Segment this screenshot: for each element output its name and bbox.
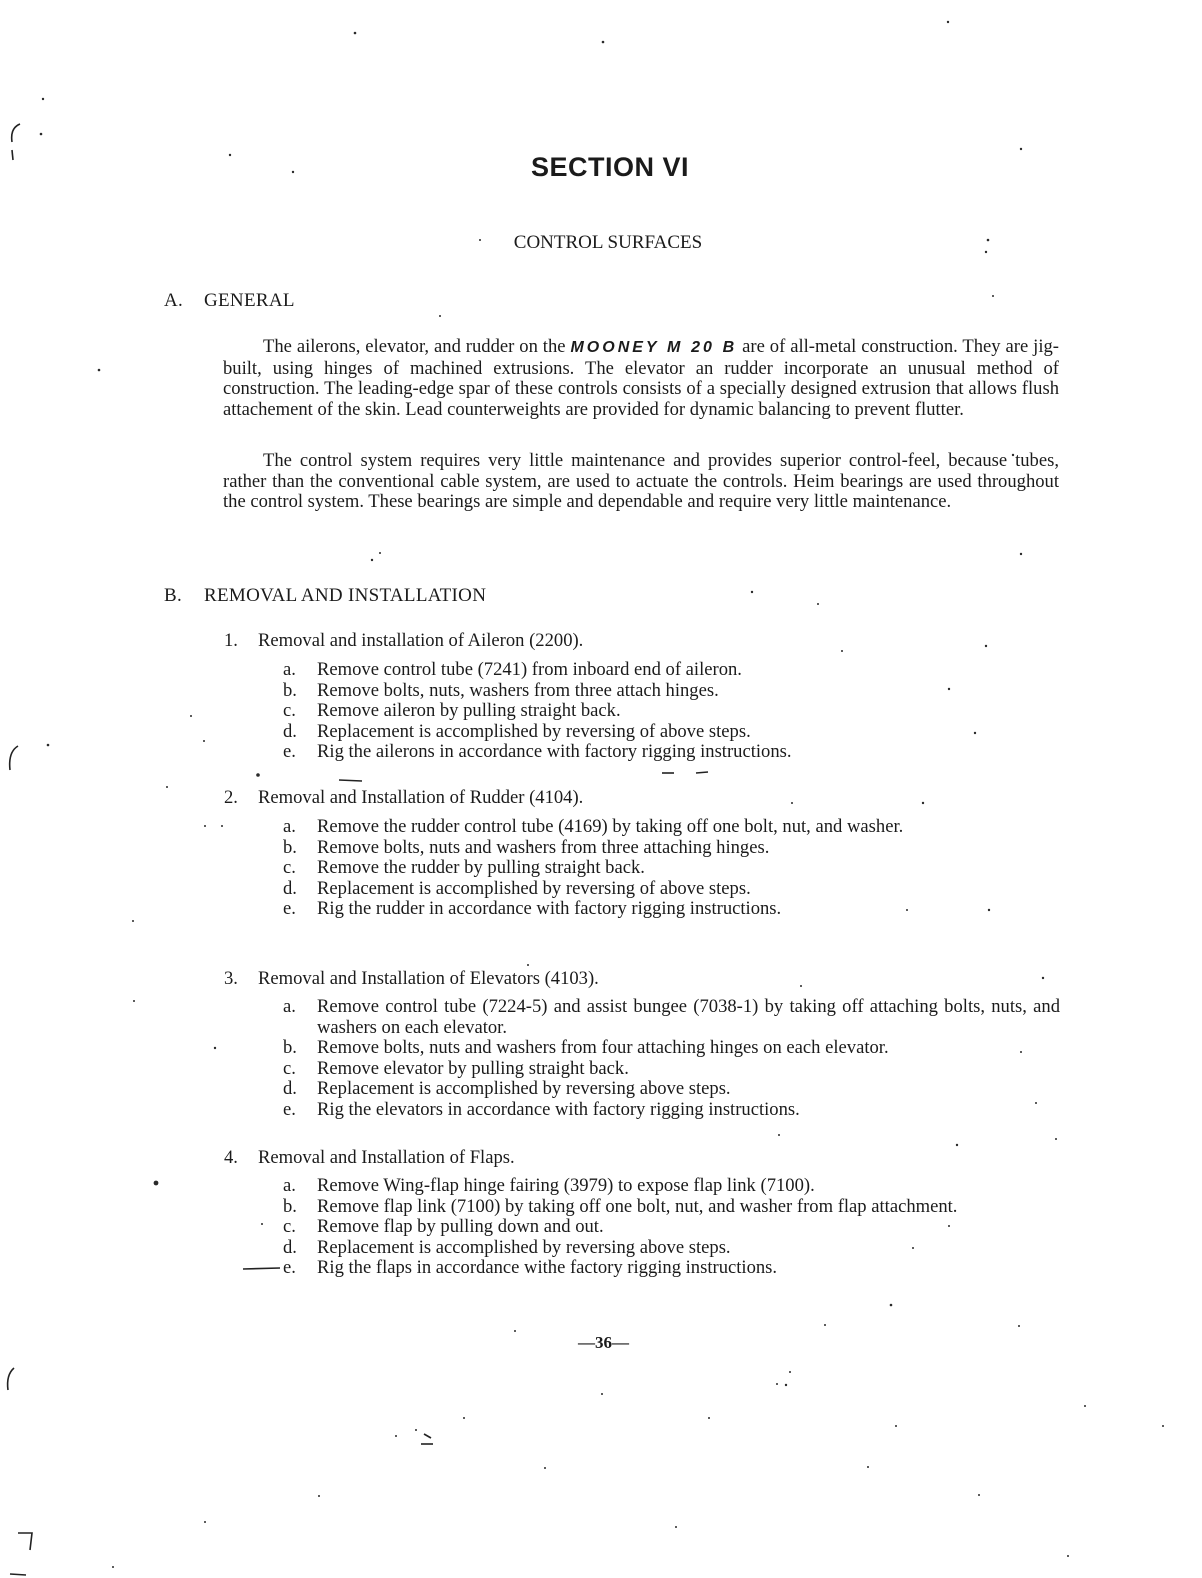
procedure-title-text: Removal and Installation of Rudder (4104).	[258, 787, 584, 808]
step-item	[283, 701, 1060, 722]
step-text: Replacement is accomplished by reversing of above steps.	[317, 877, 751, 899]
procedure-title-text: Removal and installation of Aileron (2200).	[258, 630, 584, 651]
heading-removal	[164, 585, 486, 607]
step-label: a.	[283, 816, 296, 837]
procedure-title-flaps	[224, 1147, 515, 1169]
step-label: a.	[283, 996, 296, 1017]
step-item	[283, 1238, 1060, 1259]
step-item	[283, 1079, 1060, 1100]
step-text: Replacement is accomplished by reversing above steps.	[317, 1236, 731, 1258]
step-item	[283, 838, 1060, 859]
step-label: a.	[283, 1175, 296, 1196]
step-label: d.	[283, 877, 297, 899]
step-label: b.	[283, 679, 297, 701]
step-text: Remove bolts, nuts and washers from three attaching hinges.	[317, 836, 770, 858]
step-item	[283, 1100, 1060, 1121]
step-label: b.	[283, 1195, 297, 1217]
procedure-title-text: Removal and Installation of Elevators (4103).	[258, 968, 599, 989]
heading-general	[164, 290, 295, 312]
step-item	[283, 1176, 1060, 1197]
step-text: Remove bolts, nuts, washers from three attach hinges.	[317, 679, 719, 701]
procedure-title-elevators	[224, 968, 599, 990]
step-text: Replacement is accomplished by reversing above steps.	[317, 1078, 731, 1099]
step-text: Remove bolts, nuts and washers from four attaching hinges on each elevator.	[317, 1037, 889, 1058]
section-subtitle: CONTROL SURFACES	[513, 232, 703, 253]
step-text: Remove elevator by pulling straight back.	[317, 1057, 629, 1079]
step-text: Remove Wing-flap hinge fairing (3979) to expose flap link (7100).	[317, 1175, 815, 1196]
step-item	[283, 997, 1060, 1038]
step-label: c.	[283, 700, 296, 721]
procedure-title-aileron	[224, 630, 583, 652]
general-paragraph-1-end: are of all-metal construction. They are jig-built, using hinges of machined extrusions. The elevator an rudder incorporate an unusual method of construction. The leading-edge spar of these controls consists of a specially designed extrusion that allows flush attachement of the skin. Lead counterweights are provided for dynamic balancing to prevent flutter.	[223, 336, 1060, 420]
step-label: c.	[283, 857, 296, 878]
step-text: Remove aileron by pulling straight back.	[317, 700, 621, 721]
step-text: Remove flap by pulling down and out.	[317, 1216, 604, 1237]
step-item	[283, 1059, 1060, 1080]
procedure-number: 1.	[224, 630, 238, 651]
step-item	[283, 660, 1060, 681]
step-text: Remove flap link (7100) by taking off one bolt, nut, and washer from flap attachment.	[317, 1195, 958, 1217]
step-label: c.	[283, 1216, 296, 1237]
step-item	[283, 1217, 1060, 1238]
heading-general-text: GENERAL	[204, 290, 295, 311]
step-label: e.	[283, 1257, 296, 1278]
general-paragraph-1	[223, 337, 1059, 420]
procedure-number: 4.	[224, 1147, 238, 1168]
procedure-number: 3.	[224, 968, 238, 989]
procedure-steps-elevators	[283, 997, 1060, 1120]
step-label: d.	[283, 1078, 297, 1099]
step-label: a.	[283, 659, 296, 680]
step-label: e.	[283, 898, 296, 919]
step-item	[283, 1038, 1060, 1059]
procedure-steps-flaps	[283, 1176, 1060, 1279]
section-title: SECTION VI	[530, 152, 690, 182]
aircraft-model-name: MOONEY M 20 B	[570, 339, 738, 356]
procedure-steps-aileron	[283, 660, 1060, 763]
heading-removal-text: REMOVAL AND INSTALLATION	[204, 585, 487, 606]
step-item	[283, 722, 1060, 743]
step-text: Remove control tube (7241) from inboard end of aileron.	[317, 659, 742, 680]
step-text: Remove control tube (7224-5) and assist bungee (7038-1) by taking off attaching bolts, nuts, and washers on each elevator.	[317, 996, 1060, 1038]
page-number: —36—	[578, 1333, 629, 1352]
procedure-title-rudder	[224, 787, 583, 809]
step-label: e.	[283, 1098, 296, 1120]
step-item	[283, 681, 1060, 702]
step-label: d.	[283, 1236, 297, 1258]
step-item	[283, 858, 1060, 879]
step-label: b.	[283, 836, 297, 858]
step-label: c.	[283, 1057, 296, 1079]
step-item	[283, 817, 1060, 838]
step-item	[283, 879, 1060, 900]
step-text: Remove the rudder by pulling straight back.	[317, 857, 645, 878]
procedure-number: 2.	[224, 787, 238, 808]
step-label: d.	[283, 720, 297, 742]
step-item	[283, 899, 1060, 920]
step-text: Rig the rudder in accordance with factory rigging instructions.	[317, 898, 782, 919]
general-paragraph-1-start: The ailerons, elevator, and rudder on the	[263, 336, 571, 357]
step-text: Remove the rudder control tube (4169) by taking off one bolt, nut, and washer.	[317, 816, 904, 837]
step-text: Replacement is accomplished by reversing of above steps.	[317, 720, 751, 742]
step-item	[283, 1197, 1060, 1218]
heading-general-letter: A.	[164, 290, 184, 311]
procedure-title-text: Removal and Installation of Flaps.	[258, 1147, 515, 1168]
heading-removal-letter: B.	[164, 585, 183, 606]
step-item	[283, 742, 1060, 763]
step-label: b.	[283, 1037, 297, 1058]
step-text: Rig the flaps in accordance withe factory rigging instructions.	[317, 1257, 778, 1278]
step-label: e.	[283, 741, 296, 762]
procedure-steps-rudder	[283, 817, 1060, 920]
step-text: Rig the elevators in accordance with factory rigging instructions.	[317, 1098, 800, 1120]
step-item	[283, 1258, 1060, 1279]
general-paragraph-2: The control system requires very little maintenance and provides superior control-feel, because tubes, rather than the conventional cable system, are used to actuate the controls. Heim bearings are used throughout the control system. These bearings are simple and dependable and require very little maintenance.	[223, 450, 1059, 512]
step-text: Rig the ailerons in accordance with factory rigging instructions.	[317, 741, 792, 762]
